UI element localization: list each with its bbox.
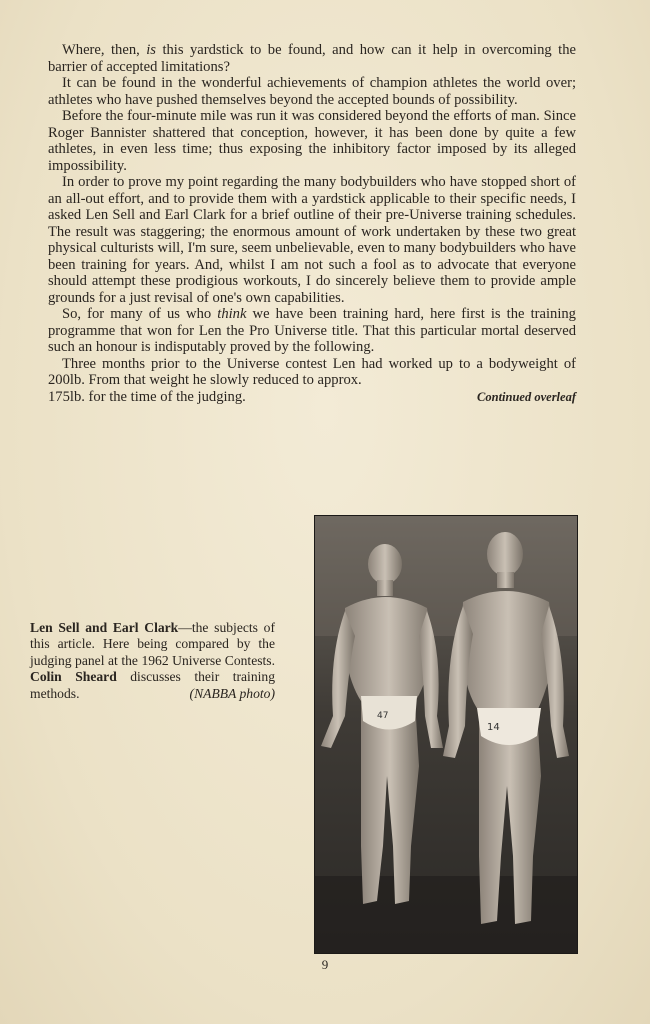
photo-caption (30, 620, 275, 702)
paragraph-1: Where, then, is this yardstick to be found, and how can it help in overcoming the barrier of accepted limitations? (48, 42, 576, 75)
paragraph-6-end: 175lb. for the time of the judging. (48, 388, 246, 405)
caption-text-2: discusses their training methods. (30, 669, 275, 701)
paragraph-3: Before the four-minute mile was run it was considered beyond the efforts of man. Since Roger Bannister shattered that conception, however, it has been done by quite a few athletes, in even less time; thus exposing the inhibitory factor imposed by its alleged impossibility. (48, 108, 576, 174)
bodybuilders-photo (314, 515, 578, 954)
article-body (48, 42, 576, 405)
continued-overleaf: Continued overleaf (477, 389, 576, 404)
page-number: 9 (321, 957, 329, 972)
paragraph-5: So, for many of us who think we have been training hard, here first is the training programme that won for Len the Pro Universe title. That this particular mortal deserved such an honour is indisputably proved by the following. (48, 306, 576, 355)
left-trunk-number: 47 (377, 711, 389, 721)
photo-credit: (NABBA photo) (189, 685, 275, 701)
paragraph-4: In order to prove my point regarding the many bodybuilders who have stopped short of an all-out effort, and to provide them with a yardstick applicable to their specific needs, I asked Len Sell and Earl Clark for a brief outline of their pre-Universe training schedules. The result was staggering; the enormous amount of work undertaken by these two great physical culturists will, I'm sure, seem unbelievable, even to many bodybuilders who have been training for years. And, whilst I am not such a fool as to advocate that everyone should attempt these prodigious workouts, I do sincerely believe them to provide ample grounds for a just revisal of one's own capabilities. (48, 174, 576, 306)
left-trunks (361, 696, 417, 730)
caption-author: Colin Sheard (30, 669, 117, 685)
bodybuilders-illustration (315, 516, 577, 953)
paragraph-6: Three months prior to the Universe contest Len had worked up to a bodyweight of 200lb. From that weight he slowly reduced to approx. (48, 355, 576, 388)
right-trunk-number: 14 (487, 722, 500, 733)
paragraph-2: It can be found in the wonderful achievements of champion athletes the world over; athletes who have pushed themselves beyond the accepted bounds of possibility. (48, 75, 576, 108)
paragraph-6-last-line (48, 389, 576, 406)
caption-names: Len Sell and Earl Clark (30, 620, 179, 635)
caption-text: —the subjects of this article. Here being compared by the judging panel at the 1962 Universe Contests. (30, 620, 275, 668)
